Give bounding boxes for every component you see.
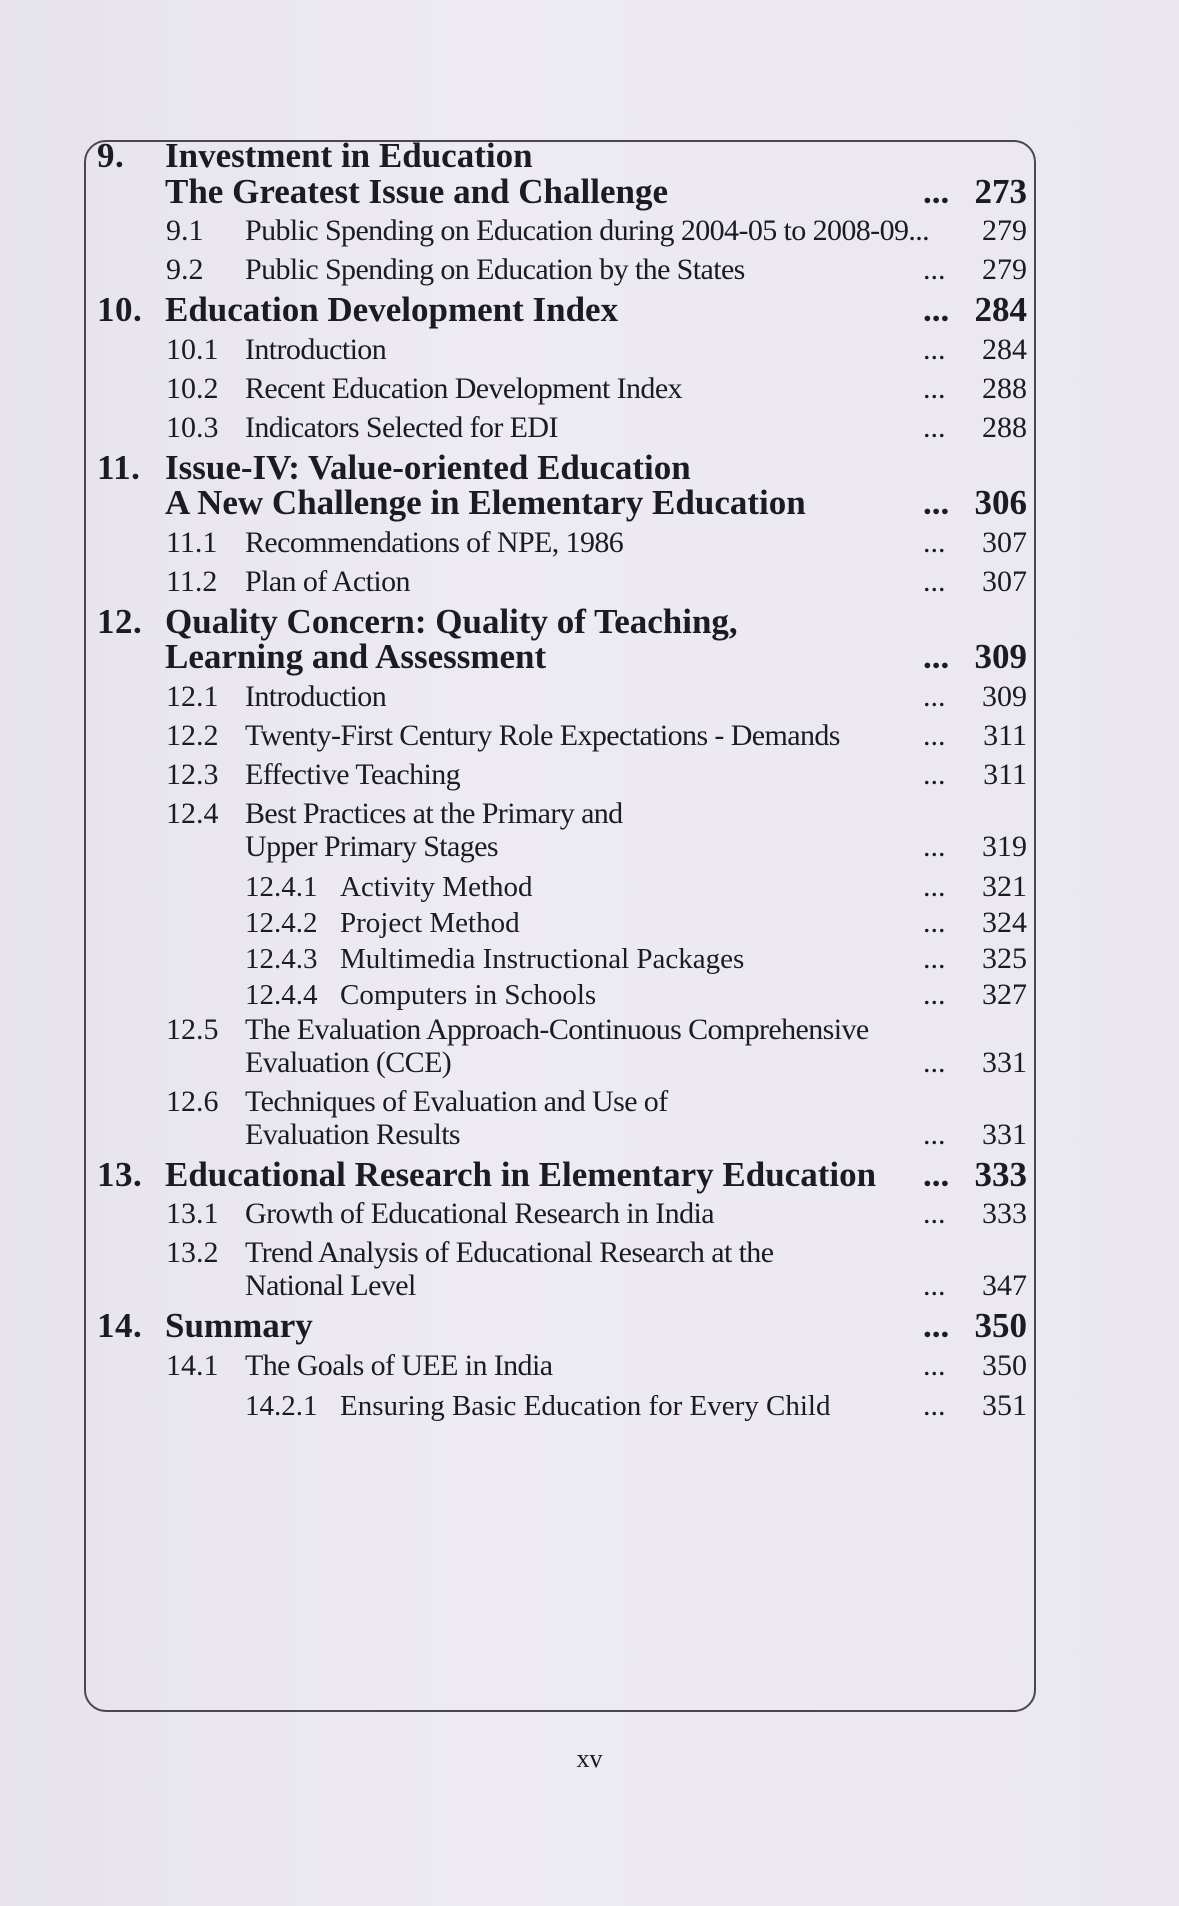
page-ref: 331 <box>982 1045 1027 1079</box>
section-number: 12.3 <box>166 757 219 791</box>
subsection-title: Ensuring Basic Education for Every Child <box>340 1389 831 1422</box>
leader-dots: ... <box>923 941 946 975</box>
section-entry[interactable] <box>97 411 1027 450</box>
section-title: Introduction <box>245 332 387 366</box>
page-number: xv <box>576 1744 603 1773</box>
section-entry[interactable] <box>97 526 1027 565</box>
chapter-entry[interactable] <box>97 601 1027 680</box>
section-entry[interactable] <box>97 565 1027 604</box>
page-ref: 273 <box>974 171 1027 211</box>
page-ref: 311 <box>983 718 1027 752</box>
page-ref: 351 <box>982 1388 1027 1422</box>
section-title: Recommendations of NPE, 1986 <box>245 525 624 559</box>
leader-dots: ... <box>923 1197 946 1230</box>
subsection-number: 14.2.1 <box>245 1389 318 1422</box>
chapter-title: The Greatest Issue and Challenge <box>165 171 668 211</box>
chapter-number: 13. <box>97 1154 143 1194</box>
section-number: 9.2 <box>166 253 204 286</box>
page-ref: 333 <box>974 1154 1027 1194</box>
subsection-entry[interactable] <box>97 977 1027 1013</box>
section-number: 12.6 <box>166 1084 219 1118</box>
subsection-entry[interactable] <box>97 941 1027 977</box>
section-title: National Level <box>245 1269 416 1302</box>
page-ref: 284 <box>974 290 1027 329</box>
page-ref: 324 <box>982 905 1027 939</box>
section-entry[interactable] <box>97 1085 1027 1157</box>
leader-dots: ... <box>923 757 946 791</box>
subsection-entry[interactable] <box>97 1388 1027 1424</box>
leader-dots: ... <box>923 483 950 522</box>
leader-dots: ... <box>923 171 950 211</box>
section-entry[interactable] <box>97 333 1027 372</box>
section-number: 13.2 <box>166 1236 219 1269</box>
section-number: 11.2 <box>166 564 218 598</box>
section-number: 12.1 <box>166 679 219 713</box>
page-ref: 288 <box>982 410 1027 444</box>
leader-dots: ... <box>923 564 946 598</box>
leader-dots: ... <box>923 905 946 939</box>
subsection-title: Project Method <box>340 906 520 939</box>
subsection-number: 12.4.3 <box>245 942 318 975</box>
chapter-title: Learning and Assessment <box>165 637 547 676</box>
section-title: Evaluation Results <box>245 1117 461 1151</box>
section-title: Public Spending on Education by the States <box>245 253 745 286</box>
leader-dots: ... <box>923 977 946 1011</box>
section-entry[interactable] <box>97 1197 1027 1236</box>
leader-dots: ... <box>923 253 946 286</box>
section-entry[interactable] <box>97 253 1027 292</box>
subsection-number: 12.4.4 <box>245 978 318 1011</box>
section-number: 10.1 <box>166 332 219 366</box>
chapter-title: Education Development Index <box>165 290 619 329</box>
section-entry[interactable] <box>97 1349 1027 1388</box>
section-title: Twenty-First Century Role Expectations - Demands <box>245 718 840 752</box>
page-ref: 347 <box>982 1269 1027 1302</box>
section-title: Best Practices at the Primary and <box>245 796 623 830</box>
section-title: Public Spending on Education during 2004-05 to 2008-09... <box>245 214 930 247</box>
page-ref: 309 <box>982 679 1027 713</box>
chapter-number: 14. <box>97 1306 143 1345</box>
section-entry[interactable] <box>97 680 1027 719</box>
leader-dots: ... <box>923 637 950 676</box>
leader-dots: ... <box>923 1348 946 1382</box>
subsection-entry[interactable] <box>97 905 1027 941</box>
section-number: 12.2 <box>166 718 219 752</box>
section-title: Introduction <box>245 679 387 713</box>
chapter-entry[interactable] <box>97 1154 1027 1198</box>
leader-dots: ... <box>923 1045 946 1079</box>
page-ref: 307 <box>982 564 1027 598</box>
section-entry[interactable] <box>97 1236 1027 1308</box>
page-ref: 309 <box>974 637 1027 676</box>
section-entry[interactable] <box>97 1013 1027 1085</box>
section-number: 9.1 <box>166 214 204 247</box>
section-entry[interactable] <box>97 214 1027 253</box>
section-number: 14.1 <box>166 1348 219 1382</box>
chapter-title: A New Challenge in Elementary Education <box>165 483 806 522</box>
page-ref: 307 <box>982 525 1027 559</box>
leader-dots: ... <box>923 718 946 752</box>
section-entry[interactable] <box>97 758 1027 797</box>
section-title: Upper Primary Stages <box>245 829 498 863</box>
section-title: The Evaluation Approach-Continuous Comprehensive <box>245 1012 869 1046</box>
chapter-title: Issue-IV: Value-oriented Education <box>165 447 691 487</box>
page-ref: 311 <box>983 757 1027 791</box>
section-title: Plan of Action <box>245 564 410 598</box>
section-title: Techniques of Evaluation and Use of <box>245 1084 668 1118</box>
page-ref: 327 <box>982 977 1027 1011</box>
section-title: Growth of Educational Research in India <box>245 1197 714 1230</box>
chapter-title: Quality Concern: Quality of Teaching, <box>165 601 738 641</box>
leader-dots: ... <box>923 525 946 559</box>
page-ref: 321 <box>982 869 1027 903</box>
leader-dots: ... <box>923 1154 950 1194</box>
leader-dots: ... <box>923 869 946 903</box>
subsection-title: Multimedia Instructional Packages <box>340 942 745 975</box>
page-ref: 279 <box>982 214 1027 247</box>
page-ref: 319 <box>982 829 1027 863</box>
page-ref: 288 <box>982 371 1027 405</box>
leader-dots: ... <box>923 410 946 444</box>
section-number: 13.1 <box>166 1197 219 1230</box>
leader-dots: ... <box>923 371 946 405</box>
subsection-number: 12.4.1 <box>245 870 318 903</box>
page-ref: 333 <box>982 1197 1027 1230</box>
leader-dots: ... <box>923 679 946 713</box>
section-number: 11.1 <box>166 525 218 559</box>
chapter-entry[interactable] <box>97 447 1027 526</box>
section-title: Indicators Selected for EDI <box>245 410 558 444</box>
section-number: 10.2 <box>166 371 219 405</box>
leader-dots: ... <box>923 829 946 863</box>
leader-dots: ... <box>923 290 950 329</box>
section-title: Trend Analysis of Educational Research at the <box>245 1236 774 1269</box>
page-ref: 350 <box>982 1348 1027 1382</box>
chapter-entry[interactable] <box>97 138 1027 214</box>
section-title: Evaluation (CCE) <box>245 1045 452 1079</box>
leader-dots: ... <box>923 1388 946 1422</box>
chapter-number: 12. <box>97 601 143 641</box>
leader-dots: ... <box>923 1117 946 1151</box>
chapter-number: 11. <box>97 447 141 487</box>
chapter-number: 10. <box>97 290 143 329</box>
page-ref: 325 <box>982 941 1027 975</box>
subsection-title: Activity Method <box>340 870 533 903</box>
chapter-title: Summary <box>165 1306 313 1345</box>
section-entry[interactable] <box>97 372 1027 411</box>
section-number: 10.3 <box>166 410 219 444</box>
section-title: Recent Education Development Index <box>245 371 682 405</box>
leader-dots: ... <box>923 332 946 366</box>
chapter-entry[interactable] <box>97 292 1027 333</box>
section-title: Effective Teaching <box>245 757 461 791</box>
subsection-entry[interactable] <box>97 869 1027 905</box>
subsection-title: Computers in Schools <box>340 978 597 1011</box>
section-number: 12.5 <box>166 1012 219 1046</box>
page-ref: 350 <box>974 1306 1027 1345</box>
leader-dots: ... <box>923 1269 946 1302</box>
page-ref: 331 <box>982 1117 1027 1151</box>
page-ref: 284 <box>982 332 1027 366</box>
section-number: 12.4 <box>166 796 219 830</box>
page-ref: 279 <box>982 253 1027 286</box>
page-ref: 306 <box>974 483 1027 522</box>
section-entry[interactable] <box>97 797 1027 869</box>
chapter-number: 9. <box>97 136 125 175</box>
leader-dots: ... <box>923 1306 950 1345</box>
section-entry[interactable] <box>97 719 1027 758</box>
section-title: The Goals of UEE in India <box>245 1348 553 1382</box>
chapter-title: Investment in Education <box>165 136 533 175</box>
chapter-entry[interactable] <box>97 1308 1027 1349</box>
subsection-number: 12.4.2 <box>245 906 318 939</box>
chapter-title: Educational Research in Elementary Education <box>165 1154 877 1194</box>
